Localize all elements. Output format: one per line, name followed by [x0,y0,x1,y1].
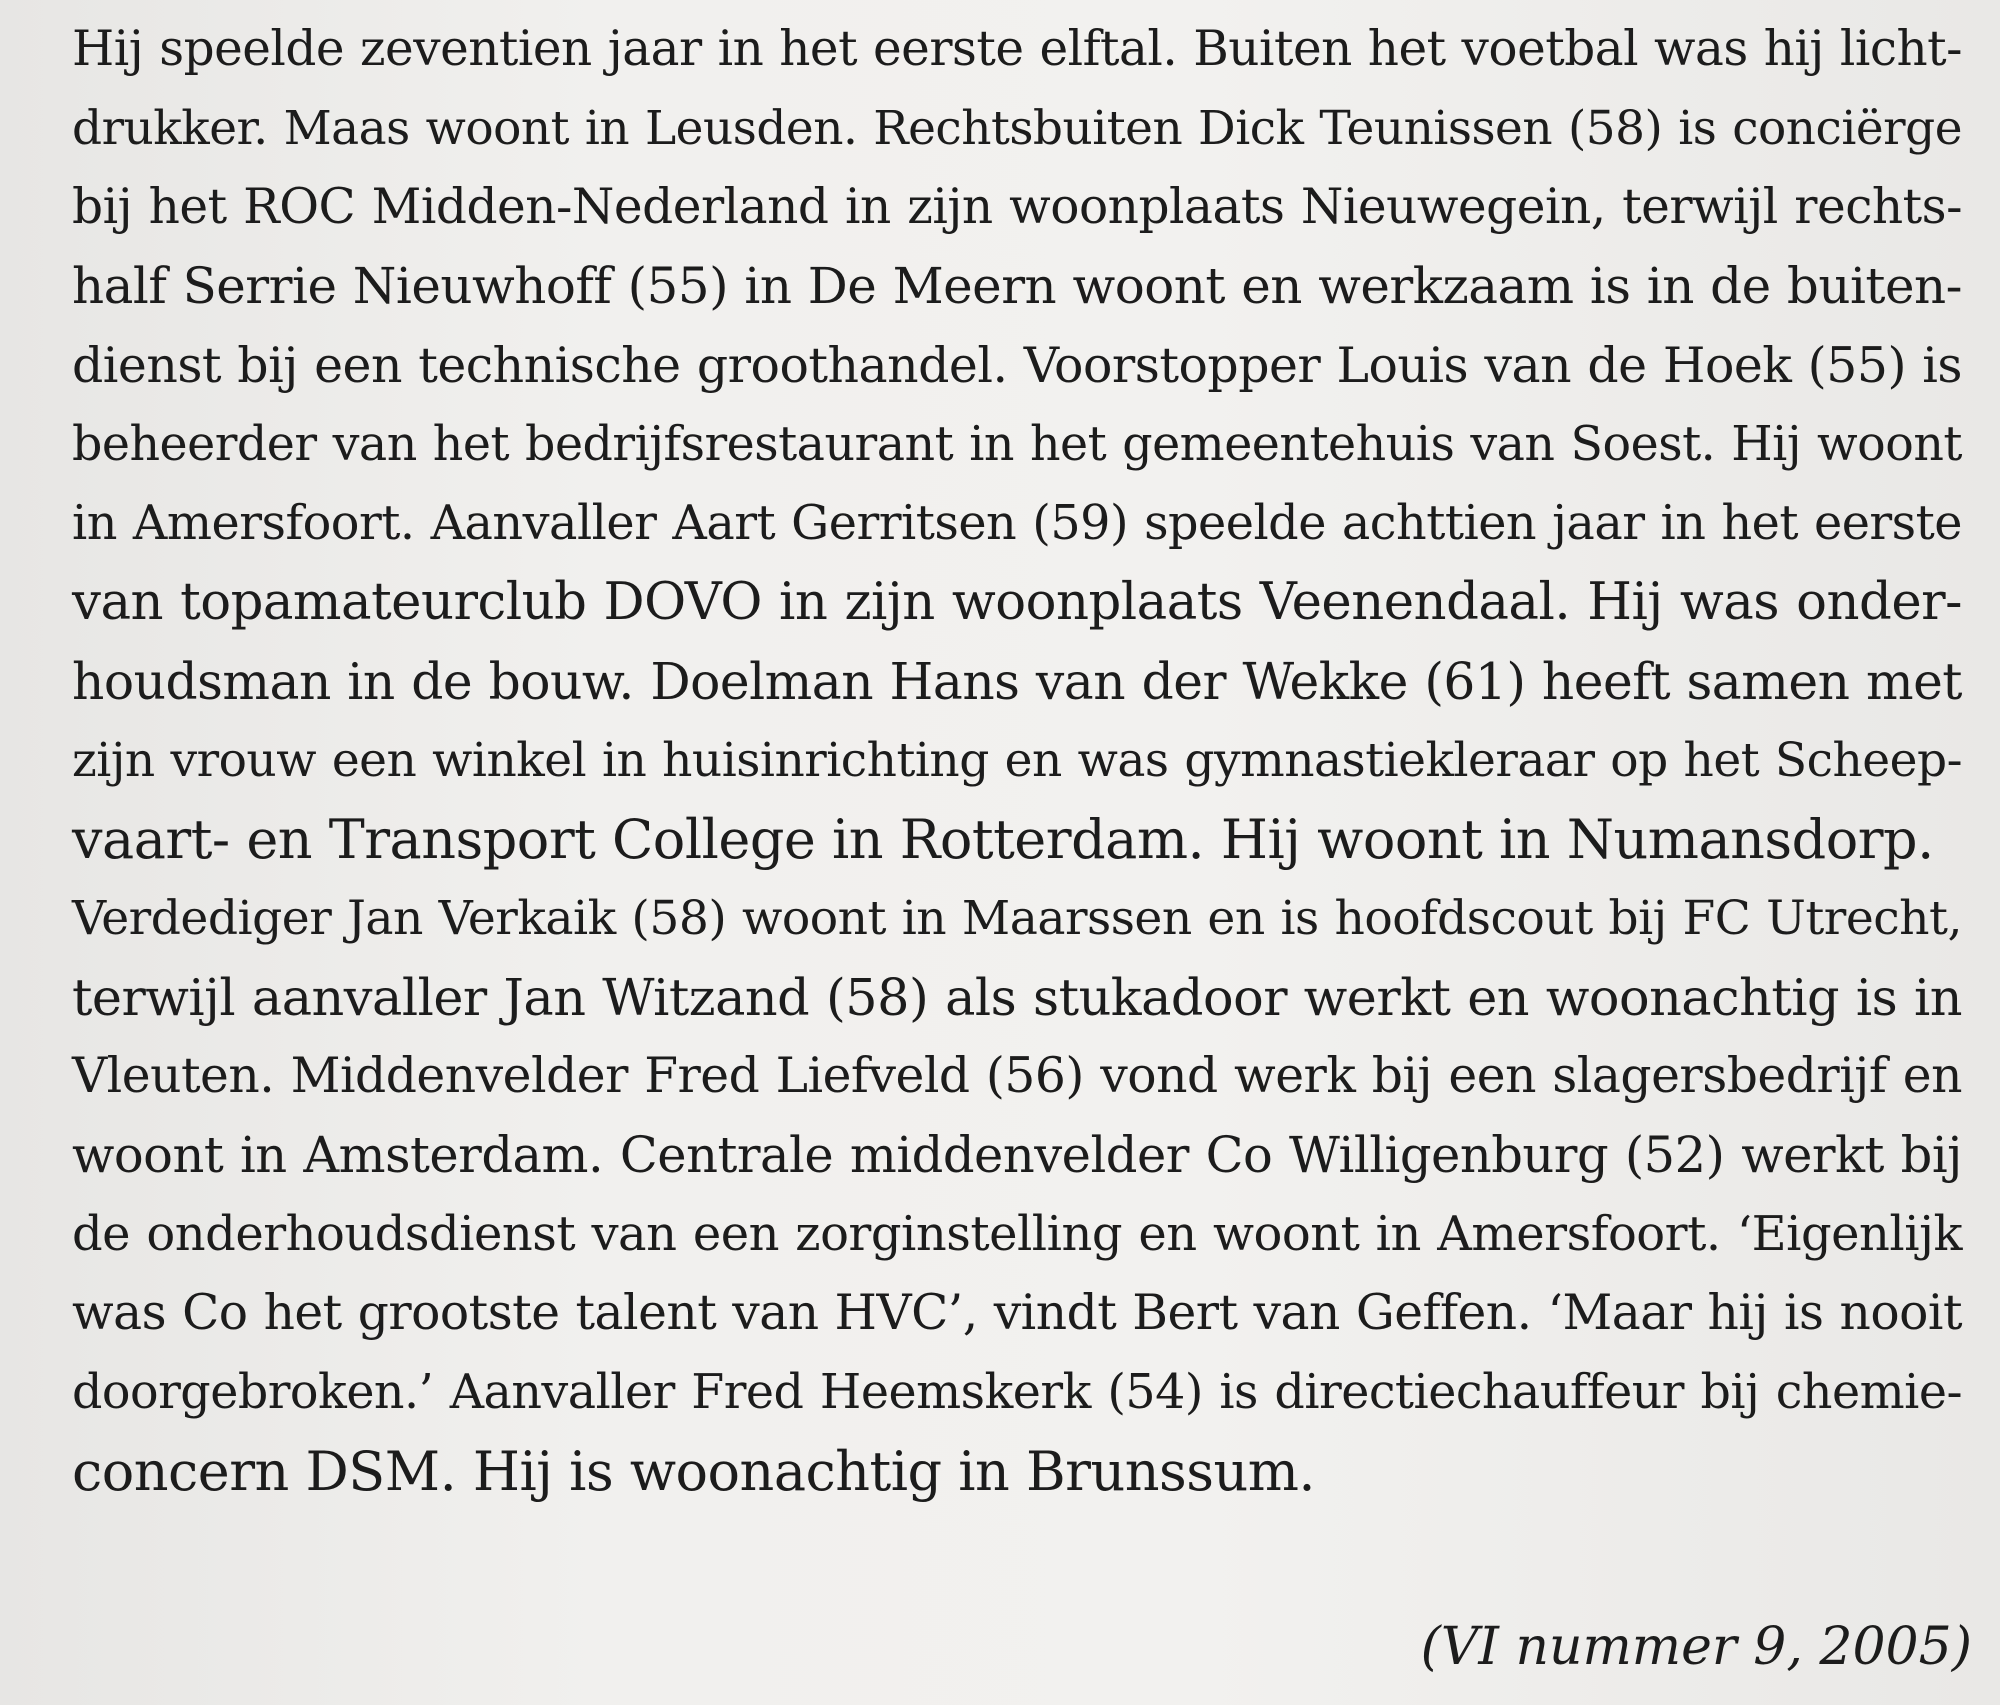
text-line: bij het ROC Midden-Nederland in zijn woonplaats Nieuwegein, terwijl rechts- [72,179,1962,235]
article-body [72,10,1962,1511]
text-line: half Serrie Nieuwhoff (55) in De Meern woont en werkzaam is in de buiten- [72,257,1962,315]
text-line: vaart- en Transport College in Rotterdam. Hij woont in Numansdorp. [72,808,1934,871]
text-line: drukker. Maas woont in Leusden. Rechtsbuiten Dick Teunissen (58) is conciërge [72,101,1962,156]
text-line: in Amersfoort. Aanvaller Aart Gerritsen (59) speelde achttien jaar in het eerste [72,496,1962,551]
text-line: beheerder van het bedrijfsrestaurant in het gemeentehuis van Soest. Hij woont [72,417,1962,472]
text-line: de onderhoudsdienst van een zorginstelling en woont in Amersfoort. ‘Eigenlijk [72,1207,1962,1262]
text-line: terwijl aanvaller Jan Witzand (58) als stukadoor werkt en woonachtig is in [72,968,1962,1027]
text-line: was Co het grootste talent van HVC’, vindt Bert van Geffen. ‘Maar hij is nooit [72,1285,1962,1341]
text-line: dienst bij een technische groothandel. Voorstopper Louis van de Hoek (55) is [72,337,1962,394]
text-line: concern DSM. Hij is woonachtig in Brunssum. [72,1440,1316,1503]
text-line: van topamateurclub DOVO in zijn woonplaats Veenendaal. Hij was onder- [72,572,1962,632]
text-line: Verdediger Jan Verkaik (58) woont in Maarssen en is hoofdscout bij FC Utrecht, [72,891,1962,946]
text-line: Vleuten. Middenvelder Fred Liefveld (56) vond werk bij een slagersbedrijf en [72,1048,1962,1104]
text-line: Hij speelde zeventien jaar in het eerste elftal. Buiten het voetbal was hij licht- [72,21,1962,77]
text-line: woont in Amsterdam. Centrale middenvelder Co Willigenburg (52) werkt bij [72,1126,1962,1184]
text-line: houdsman in de bouw. Doelman Hans van der Wekke (61) heeft samen met [72,652,1962,711]
text-line: zijn vrouw een winkel in huisinrichting en was gymnastiekleraar op het Scheep- [72,733,1962,788]
text-line: doorgebroken.’ Aanvaller Fred Heemskerk (54) is directiechauffeur bij chemie- [72,1365,1962,1420]
source-citation: (VI nummer 9, 2005) [1420,1617,1972,1677]
